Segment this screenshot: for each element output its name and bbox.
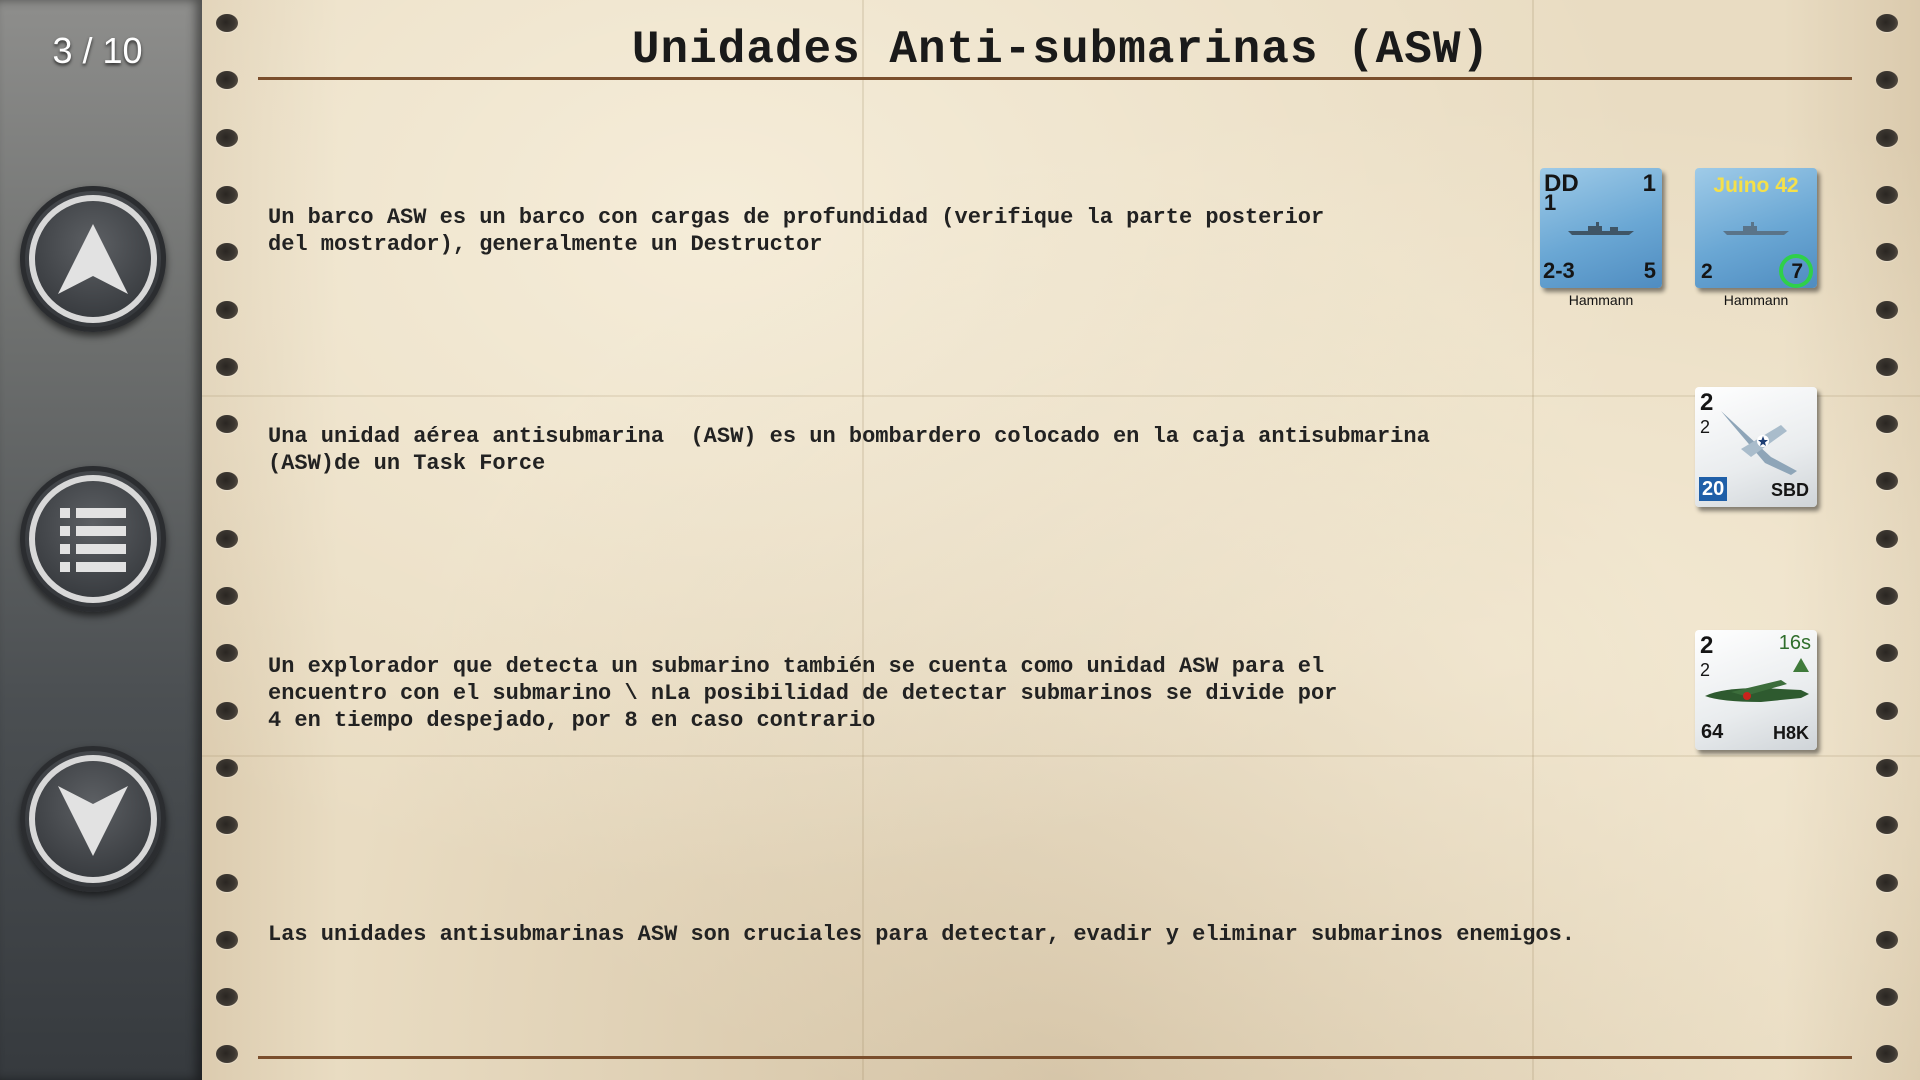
down-arrow-icon <box>20 746 166 892</box>
triangle-up-icon <box>1793 658 1809 672</box>
paragraph-asw-air: Una unidad aérea antisubmarina (ASW) es un bombardero colocado en la caja antisubmarina (ASW)de un Task Force <box>268 424 1430 476</box>
binder-hole <box>1876 129 1898 147</box>
next-page-button[interactable] <box>20 746 166 892</box>
sidebar <box>0 0 202 1080</box>
list-icon <box>20 466 166 612</box>
paper-background <box>202 0 1920 1080</box>
h8k-top-left: 2 <box>1700 632 1714 659</box>
binder-hole <box>1876 874 1898 892</box>
binder-hole <box>1876 702 1898 720</box>
binder-hole <box>216 301 238 319</box>
binder-hole <box>1876 415 1898 433</box>
up-arrow-icon <box>20 186 166 332</box>
binder-hole <box>1876 644 1898 662</box>
binder-hole <box>1876 1045 1898 1063</box>
binder-hole <box>1876 759 1898 777</box>
binder-hole <box>1876 816 1898 834</box>
h8k-counter <box>1695 630 1817 750</box>
h8k-top-right: 16s <box>1778 632 1811 654</box>
ship-counter-front <box>1540 168 1662 288</box>
binder-hole <box>216 415 238 433</box>
binder-hole <box>216 472 238 490</box>
binder-hole <box>1876 530 1898 548</box>
binder-hole <box>216 358 238 376</box>
binder-hole <box>216 129 238 147</box>
paper-fold <box>862 0 864 1080</box>
binder-hole <box>1876 301 1898 319</box>
binder-hole <box>1876 472 1898 490</box>
binder-hole <box>216 644 238 662</box>
ship-back-bottom-right: 7 <box>1791 260 1803 283</box>
binder-hole <box>216 243 238 261</box>
paper-fold <box>202 755 1920 757</box>
ship-value-top-left-sub: 1 <box>1544 190 1557 215</box>
binder-hole <box>216 931 238 949</box>
paper-fold <box>202 395 1920 397</box>
ship-counter-back <box>1695 168 1817 288</box>
binder-hole <box>216 988 238 1006</box>
ship-value-top-right: 1 <box>1642 170 1656 197</box>
binder-hole <box>1876 186 1898 204</box>
ship-type-label: DD <box>1544 170 1579 197</box>
h8k-bottom-left: 64 <box>1701 721 1724 743</box>
title-rule <box>258 77 1852 80</box>
paragraph-summary: Las unidades antisubmarinas ASW son cruciales para detectar, evadir y eliminar submarinos enemigos. <box>268 922 1576 947</box>
binder-hole <box>1876 243 1898 261</box>
menu-button[interactable] <box>20 466 166 612</box>
binder-hole <box>216 816 238 834</box>
h8k-bottom-right: H8K <box>1772 723 1809 743</box>
page-counter: 3 / 10 <box>52 30 143 71</box>
ship-silhouette-icon <box>1566 220 1636 236</box>
binder-hole <box>216 530 238 548</box>
ship-back-top-label: Juino 42 <box>1713 174 1799 197</box>
ship-caption-front: Hammann <box>1568 292 1634 308</box>
sbd-top-left-sub: 2 <box>1700 417 1711 437</box>
sbd-top-left: 2 <box>1700 389 1714 416</box>
previous-page-button[interactable] <box>20 186 166 332</box>
binder-hole <box>216 874 238 892</box>
binder-hole <box>1876 358 1898 376</box>
h8k-top-left-sub: 2 <box>1700 660 1711 680</box>
paper-fold <box>1532 0 1534 1080</box>
ship-value-bottom-right: 5 <box>1643 258 1656 283</box>
paragraph-scout: Un explorador que detecta un submarino también se cuenta como unidad ASW para el encuentro con el submarino \ nLa posibilidad de detectar submarinos se divide por 4 en tiempo despejado, por 8 en caso contrario <box>268 654 1338 733</box>
binder-hole <box>216 759 238 777</box>
ship-value-bottom-left: 2-3 <box>1543 258 1575 283</box>
bottom-rule <box>258 1056 1852 1059</box>
ship-back-bottom-left: 2 <box>1701 260 1713 283</box>
sbd-bottom-right: SBD <box>1770 480 1809 500</box>
sbd-counter <box>1695 387 1817 507</box>
ship-caption-back: Hammann <box>1723 292 1789 308</box>
page-title: Unidades Anti-submarinas (ASW) <box>631 24 1491 76</box>
binder-hole <box>1876 931 1898 949</box>
binder-hole <box>216 702 238 720</box>
binder-hole <box>216 186 238 204</box>
sbd-bottom-left: 20 <box>1699 477 1727 501</box>
binder-hole <box>1876 988 1898 1006</box>
binder-hole <box>1876 587 1898 605</box>
binder-hole <box>216 587 238 605</box>
ship-silhouette-icon <box>1721 220 1791 236</box>
sbd-plane-icon <box>1711 401 1807 481</box>
paragraph-asw-ship: Un barco ASW es un barco con cargas de profundidad (verifique la parte posterior del mostrador), generalmente un Destructor <box>268 205 1325 257</box>
binder-hole <box>216 1045 238 1063</box>
h8k-plane-icon <box>1701 674 1813 712</box>
